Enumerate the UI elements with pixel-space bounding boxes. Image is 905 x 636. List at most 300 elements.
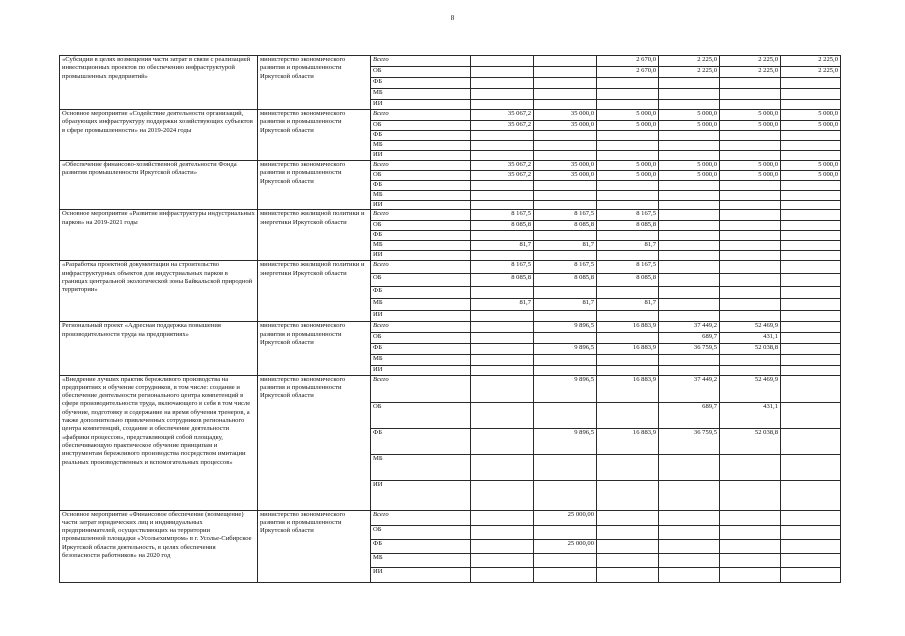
amount-cell xyxy=(781,141,841,151)
amount-cell xyxy=(720,567,781,582)
amount-cell xyxy=(597,333,659,344)
amount-cell xyxy=(659,525,720,539)
amount-cell xyxy=(659,454,720,480)
amount-cell xyxy=(534,231,597,241)
amount-cell xyxy=(781,131,841,141)
amount-cell xyxy=(659,553,720,567)
amount-cell: 36 759,5 xyxy=(659,428,720,454)
amount-cell xyxy=(720,191,781,201)
funding-source: Всего xyxy=(371,210,471,221)
amount-cell xyxy=(471,78,534,89)
amount-cell xyxy=(781,89,841,100)
amount-cell xyxy=(534,201,597,210)
funding-source: ИИ xyxy=(371,480,471,510)
funding-source: МБ xyxy=(371,355,471,366)
amount-cell xyxy=(659,231,720,241)
amount-cell xyxy=(781,567,841,582)
amount-cell: 8 085,8 xyxy=(534,274,597,287)
amount-cell xyxy=(534,287,597,299)
responsible-executor: министерство экономического развития и промышленности Иркутской области xyxy=(258,322,371,375)
funding-source: ИИ xyxy=(371,251,471,261)
funding-source: ФБ xyxy=(371,539,471,553)
amount-cell xyxy=(597,89,659,100)
funding-source: Всего xyxy=(371,375,471,402)
funding-source: ФБ xyxy=(371,131,471,141)
amount-cell: 5 000,0 xyxy=(781,161,841,171)
amount-cell xyxy=(720,274,781,287)
funding-source: Всего xyxy=(371,56,471,67)
amount-cell xyxy=(659,221,720,231)
amount-cell xyxy=(534,151,597,161)
funding-source: Всего xyxy=(371,261,471,274)
amount-cell xyxy=(534,141,597,151)
funding-source: МБ xyxy=(371,299,471,311)
amount-cell xyxy=(781,261,841,274)
amount-cell xyxy=(597,201,659,210)
amount-cell: 5 000,0 xyxy=(659,110,720,121)
amount-cell: 81,7 xyxy=(471,241,534,251)
funding-source: ФБ xyxy=(371,428,471,454)
amount-cell xyxy=(781,333,841,344)
funding-source: МБ xyxy=(371,89,471,100)
amount-cell xyxy=(471,191,534,201)
amount-cell xyxy=(597,480,659,510)
amount-cell xyxy=(659,181,720,191)
funding-source: ИИ xyxy=(371,311,471,322)
table-row xyxy=(60,110,841,121)
amount-cell: 52 469,9 xyxy=(720,375,781,402)
amount-cell xyxy=(471,428,534,454)
activity-description: Основное мероприятие «Финансовое обеспечение (возмещение) части затрат юридических лиц и индивидуальных предпринимателей, осуществляющих на территории промышленной площадки «Усольехимпром» в г. Усолье-Сибирское Иркутской области деятельность, в целях обеспечения безопасности работников» на 2020 год xyxy=(60,510,258,582)
funding-source: МБ xyxy=(371,241,471,251)
amount-cell xyxy=(597,151,659,161)
funding-source: МБ xyxy=(371,191,471,201)
amount-cell xyxy=(781,287,841,299)
amount-cell xyxy=(471,287,534,299)
amount-cell xyxy=(534,454,597,480)
amount-cell xyxy=(781,221,841,231)
amount-cell xyxy=(781,375,841,402)
amount-cell xyxy=(597,231,659,241)
amount-cell: 689,7 xyxy=(659,333,720,344)
amount-cell xyxy=(720,201,781,210)
funding-source: МБ xyxy=(371,141,471,151)
amount-cell: 35 000,0 xyxy=(534,110,597,121)
amount-cell xyxy=(534,355,597,366)
amount-cell xyxy=(720,366,781,375)
funding-source: Всего xyxy=(371,510,471,525)
amount-cell xyxy=(720,231,781,241)
amount-cell xyxy=(471,89,534,100)
amount-cell xyxy=(534,402,597,428)
amount-cell: 37 449,2 xyxy=(659,375,720,402)
table-row xyxy=(60,510,841,525)
amount-cell xyxy=(720,454,781,480)
amount-cell xyxy=(720,141,781,151)
amount-cell xyxy=(659,131,720,141)
amount-cell xyxy=(781,428,841,454)
amount-cell xyxy=(720,539,781,553)
amount-cell: 431,1 xyxy=(720,333,781,344)
amount-cell xyxy=(534,366,597,375)
amount-cell xyxy=(659,355,720,366)
amount-cell: 2 670,0 xyxy=(597,67,659,78)
amount-cell xyxy=(471,151,534,161)
amount-cell: 8 085,8 xyxy=(471,274,534,287)
table-row xyxy=(60,161,841,171)
amount-cell: 25 000,00 xyxy=(534,510,597,525)
amount-cell: 9 896,5 xyxy=(534,344,597,355)
funding-source: ФБ xyxy=(371,78,471,89)
responsible-executor: министерство экономического развития и промышленности Иркутской области xyxy=(258,510,371,582)
amount-cell xyxy=(781,344,841,355)
amount-cell xyxy=(781,241,841,251)
amount-cell xyxy=(720,287,781,299)
funding-source: ИИ xyxy=(371,100,471,110)
amount-cell xyxy=(471,344,534,355)
amount-cell xyxy=(471,251,534,261)
amount-cell xyxy=(659,78,720,89)
amount-cell xyxy=(781,151,841,161)
amount-cell xyxy=(781,100,841,110)
amount-cell xyxy=(471,454,534,480)
amount-cell xyxy=(471,402,534,428)
amount-cell xyxy=(534,480,597,510)
amount-cell xyxy=(659,567,720,582)
table-row xyxy=(60,261,841,274)
amount-cell xyxy=(471,67,534,78)
amount-cell: 2 225,0 xyxy=(781,67,841,78)
amount-cell: 5 000,0 xyxy=(781,171,841,181)
funding-source: ФБ xyxy=(371,181,471,191)
funding-source: ОБ xyxy=(371,221,471,231)
amount-cell xyxy=(534,78,597,89)
amount-cell xyxy=(597,78,659,89)
amount-cell: 9 896,5 xyxy=(534,428,597,454)
amount-cell: 5 000,0 xyxy=(659,161,720,171)
amount-cell xyxy=(471,322,534,333)
amount-cell xyxy=(781,539,841,553)
amount-cell xyxy=(720,299,781,311)
amount-cell: 35 067,2 xyxy=(471,121,534,131)
amount-cell xyxy=(597,525,659,539)
amount-cell xyxy=(781,181,841,191)
amount-cell xyxy=(720,311,781,322)
funding-source: Всего xyxy=(371,161,471,171)
activity-description: «Субсидии в целях возмещения части затрат в связи с реализацией инвестиционных проектов по обеспечению инфраструктурой промышленных предприятий» xyxy=(60,56,258,110)
amount-cell: 5 000,0 xyxy=(720,110,781,121)
amount-cell xyxy=(659,274,720,287)
amount-cell xyxy=(534,56,597,67)
amount-cell xyxy=(534,251,597,261)
amount-cell xyxy=(534,525,597,539)
amount-cell xyxy=(720,355,781,366)
amount-cell xyxy=(720,89,781,100)
activity-description: Региональный проект «Адресная поддержка повышения производительности труда на предприятиях» xyxy=(60,322,258,375)
amount-cell xyxy=(659,100,720,110)
amount-cell: 35 000,0 xyxy=(534,171,597,181)
activity-description: «Внедрение лучших практик бережливого производства на предприятиях и обучение сотрудников, в том числе: создание и обеспечение деятельности регионального центра компетенций в сфере производительности труда, включающего в себя в том числе обучение, подготовку и содержание на время обучения тренеров, а также дополнительно привлеченных сотрудников регионального центра компетенций, создание и обеспечение деятельности «фабрики процессов», представляющей собой площадку, обеспечивающую практическое обучение принципам и инструментам бережливого производства посредством имитации реальных производственных и вспомогательных процессов» xyxy=(60,375,258,510)
funding-source: ИИ xyxy=(371,151,471,161)
amount-cell xyxy=(781,210,841,221)
funding-source: Всего xyxy=(371,110,471,121)
amount-cell xyxy=(659,299,720,311)
funding-source: ФБ xyxy=(371,344,471,355)
amount-cell xyxy=(597,454,659,480)
amount-cell xyxy=(597,355,659,366)
amount-cell xyxy=(781,274,841,287)
program-financing-table xyxy=(59,55,841,583)
amount-cell xyxy=(720,181,781,191)
amount-cell: 16 883,9 xyxy=(597,428,659,454)
amount-cell: 36 759,5 xyxy=(659,344,720,355)
amount-cell: 431,1 xyxy=(720,402,781,428)
amount-cell xyxy=(720,261,781,274)
amount-cell: 81,7 xyxy=(597,241,659,251)
amount-cell: 16 883,9 xyxy=(597,375,659,402)
amount-cell xyxy=(720,221,781,231)
amount-cell: 35 067,2 xyxy=(471,110,534,121)
amount-cell xyxy=(781,553,841,567)
amount-cell xyxy=(597,287,659,299)
funding-source: ОБ xyxy=(371,525,471,539)
amount-cell xyxy=(597,251,659,261)
funding-source: МБ xyxy=(371,553,471,567)
funding-source: ОБ xyxy=(371,171,471,181)
amount-cell xyxy=(597,567,659,582)
amount-cell: 5 000,0 xyxy=(597,161,659,171)
responsible-executor: министерство жилищной политики и энергетики Иркутской области xyxy=(258,261,371,322)
amount-cell xyxy=(720,210,781,221)
amount-cell: 81,7 xyxy=(471,299,534,311)
amount-cell xyxy=(597,539,659,553)
amount-cell xyxy=(471,553,534,567)
amount-cell: 8 167,5 xyxy=(534,261,597,274)
amount-cell xyxy=(534,131,597,141)
amount-cell xyxy=(659,191,720,201)
amount-cell: 5 000,0 xyxy=(597,171,659,181)
amount-cell xyxy=(781,402,841,428)
amount-cell xyxy=(597,402,659,428)
amount-cell xyxy=(781,191,841,201)
amount-cell: 9 896,5 xyxy=(534,375,597,402)
table-row xyxy=(60,322,841,333)
amount-cell xyxy=(534,311,597,322)
amount-cell xyxy=(720,241,781,251)
amount-cell xyxy=(471,141,534,151)
amount-cell xyxy=(534,567,597,582)
amount-cell xyxy=(720,553,781,567)
amount-cell xyxy=(534,67,597,78)
amount-cell xyxy=(781,78,841,89)
amount-cell xyxy=(471,567,534,582)
amount-cell xyxy=(597,510,659,525)
amount-cell xyxy=(781,251,841,261)
amount-cell xyxy=(781,201,841,210)
amount-cell: 5 000,0 xyxy=(597,121,659,131)
amount-cell xyxy=(534,181,597,191)
funding-source: ОБ xyxy=(371,67,471,78)
table-row xyxy=(60,210,841,221)
funding-source: МБ xyxy=(371,454,471,480)
amount-cell: 35 067,2 xyxy=(471,161,534,171)
amount-cell xyxy=(471,480,534,510)
amount-cell xyxy=(471,375,534,402)
amount-cell: 5 000,0 xyxy=(659,121,720,131)
amount-cell: 9 896,5 xyxy=(534,322,597,333)
amount-cell xyxy=(597,131,659,141)
amount-cell xyxy=(471,131,534,141)
amount-cell: 5 000,0 xyxy=(597,110,659,121)
amount-cell xyxy=(781,366,841,375)
amount-cell xyxy=(659,366,720,375)
amount-cell xyxy=(471,311,534,322)
table-row xyxy=(60,375,841,402)
amount-cell xyxy=(471,231,534,241)
funding-source: ФБ xyxy=(371,287,471,299)
amount-cell xyxy=(597,100,659,110)
amount-cell xyxy=(471,539,534,553)
amount-cell xyxy=(720,525,781,539)
amount-cell: 2 225,0 xyxy=(659,56,720,67)
funding-source: ОБ xyxy=(371,121,471,131)
amount-cell xyxy=(471,355,534,366)
amount-cell: 8 167,5 xyxy=(597,210,659,221)
funding-source: Всего xyxy=(371,322,471,333)
activity-description: Основное мероприятие «Развитие инфраструктуры индустриальных парков» на 2019-2021 годы xyxy=(60,210,258,261)
page-number: 8 xyxy=(450,14,455,22)
funding-source: ИИ xyxy=(371,366,471,375)
amount-cell xyxy=(597,141,659,151)
funding-source: ИИ xyxy=(371,567,471,582)
amount-cell: 2 225,0 xyxy=(659,67,720,78)
amount-cell xyxy=(534,100,597,110)
amount-cell xyxy=(659,311,720,322)
amount-cell xyxy=(781,480,841,510)
amount-cell xyxy=(781,231,841,241)
amount-cell: 35 067,2 xyxy=(471,171,534,181)
amount-cell: 8 167,5 xyxy=(471,261,534,274)
amount-cell: 81,7 xyxy=(534,299,597,311)
amount-cell xyxy=(471,181,534,191)
amount-cell: 8 085,8 xyxy=(534,221,597,231)
amount-cell: 2 225,0 xyxy=(720,67,781,78)
amount-cell: 35 000,0 xyxy=(534,161,597,171)
responsible-executor: министерство экономического развития и промышленности Иркутской области xyxy=(258,161,371,210)
amount-cell xyxy=(781,355,841,366)
activity-description: «Разработка проектной документации на строительство инфраструктурных объектов для индустриальных парков в границах центральной экологической зоны Байкальской природной территории» xyxy=(60,261,258,322)
activity-description: «Обеспечение финансово-хозяйственной деятельности Фонда развития промышленности Иркутской области» xyxy=(60,161,258,210)
amount-cell xyxy=(597,366,659,375)
amount-cell xyxy=(659,151,720,161)
amount-cell xyxy=(720,151,781,161)
amount-cell: 5 000,0 xyxy=(659,171,720,181)
amount-cell: 37 449,2 xyxy=(659,322,720,333)
funding-source: ОБ xyxy=(371,333,471,344)
responsible-executor: министерство жилищной политики и энергетики Иркутской области xyxy=(258,210,371,261)
amount-cell: 5 000,0 xyxy=(720,171,781,181)
amount-cell: 16 883,9 xyxy=(597,344,659,355)
responsible-executor: министерство экономического развития и промышленности Иркутской области xyxy=(258,110,371,161)
amount-cell xyxy=(659,89,720,100)
amount-cell xyxy=(534,333,597,344)
amount-cell: 25 000,00 xyxy=(534,539,597,553)
amount-cell xyxy=(471,201,534,210)
amount-cell xyxy=(659,251,720,261)
amount-cell xyxy=(781,311,841,322)
amount-cell xyxy=(659,210,720,221)
amount-cell xyxy=(720,78,781,89)
amount-cell xyxy=(659,510,720,525)
amount-cell: 5 000,0 xyxy=(720,161,781,171)
amount-cell xyxy=(471,100,534,110)
amount-cell: 689,7 xyxy=(659,402,720,428)
amount-cell xyxy=(471,366,534,375)
amount-cell: 52 038,8 xyxy=(720,344,781,355)
amount-cell xyxy=(659,201,720,210)
amount-cell xyxy=(781,454,841,480)
amount-cell: 52 469,9 xyxy=(720,322,781,333)
amount-cell: 5 000,0 xyxy=(781,121,841,131)
amount-cell: 35 000,0 xyxy=(534,121,597,131)
amount-cell: 52 038,8 xyxy=(720,428,781,454)
amount-cell xyxy=(597,181,659,191)
responsible-executor: министерство экономического развития и промышленности Иркутской области xyxy=(258,375,371,510)
amount-cell xyxy=(781,525,841,539)
funding-source: ФБ xyxy=(371,231,471,241)
amount-cell xyxy=(597,191,659,201)
amount-cell xyxy=(471,525,534,539)
amount-cell xyxy=(720,510,781,525)
amount-cell xyxy=(471,510,534,525)
amount-cell: 5 000,0 xyxy=(720,121,781,131)
amount-cell xyxy=(534,553,597,567)
amount-cell xyxy=(720,480,781,510)
amount-cell: 2 670,0 xyxy=(597,56,659,67)
amount-cell xyxy=(781,299,841,311)
amount-cell xyxy=(659,287,720,299)
amount-cell: 81,7 xyxy=(534,241,597,251)
amount-cell xyxy=(659,261,720,274)
amount-cell xyxy=(659,539,720,553)
amount-cell: 8 167,5 xyxy=(597,261,659,274)
amount-cell: 8 167,5 xyxy=(534,210,597,221)
amount-cell xyxy=(659,241,720,251)
amount-cell: 2 225,0 xyxy=(781,56,841,67)
amount-cell xyxy=(597,553,659,567)
table-body xyxy=(60,56,841,583)
activity-description: Основное мероприятие «Содействие деятельности организаций, образующих инфраструктуру поддержки хозяйствующих субъектов в сфере промышленности» на 2019-2024 годы xyxy=(60,110,258,161)
amount-cell xyxy=(659,480,720,510)
amount-cell xyxy=(597,311,659,322)
amount-cell: 16 883,9 xyxy=(597,322,659,333)
amount-cell xyxy=(720,100,781,110)
amount-cell xyxy=(471,56,534,67)
table-row xyxy=(60,56,841,67)
amount-cell: 2 225,0 xyxy=(720,56,781,67)
amount-cell: 8 085,8 xyxy=(597,274,659,287)
amount-cell xyxy=(534,191,597,201)
funding-source: ОБ xyxy=(371,402,471,428)
amount-cell: 5 000,0 xyxy=(781,110,841,121)
amount-cell xyxy=(781,322,841,333)
amount-cell xyxy=(534,89,597,100)
amount-cell xyxy=(720,251,781,261)
amount-cell xyxy=(659,141,720,151)
amount-cell xyxy=(471,333,534,344)
amount-cell xyxy=(781,510,841,525)
amount-cell: 8 085,8 xyxy=(597,221,659,231)
